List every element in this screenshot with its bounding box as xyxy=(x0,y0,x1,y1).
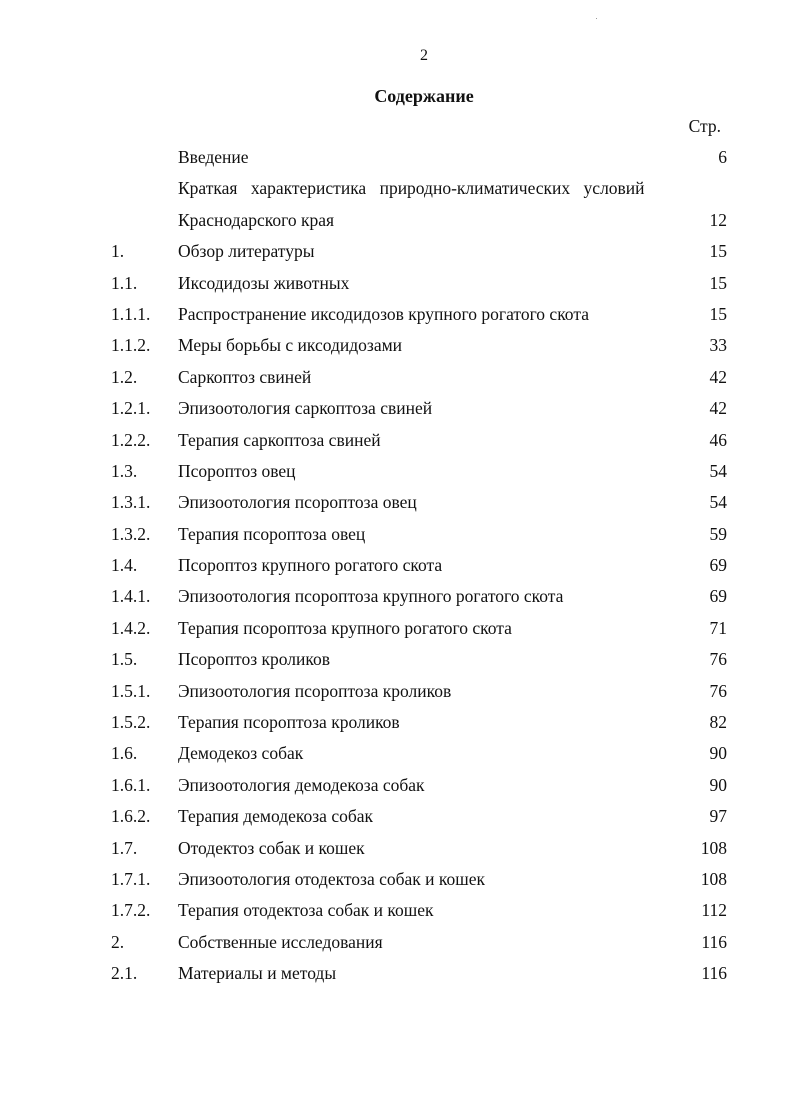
toc-entry-title: Собственные исследования xyxy=(178,931,383,952)
toc-entry xyxy=(111,833,727,864)
toc-entry-number: 1.6. xyxy=(111,743,138,764)
toc-entry xyxy=(111,864,727,895)
toc-entry-number: 1.1.1. xyxy=(111,303,151,324)
toc-entry-title: Эпизоотология демодекоза собак xyxy=(178,774,425,795)
toc-entry xyxy=(111,519,727,550)
toc-entry-page: 12 xyxy=(709,209,727,230)
toc-entry-number: 1.2.2. xyxy=(111,429,151,450)
toc-entry-title: Псороптоз овец xyxy=(178,460,296,481)
toc-entry-number: 1.2. xyxy=(111,366,138,387)
toc-entry-title: Псороптоз кроликов xyxy=(178,649,330,670)
toc-entry-page: 69 xyxy=(709,555,727,576)
toc-entry-title: Меры борьбы с иксодидозами xyxy=(178,335,403,356)
toc-entry-title: Терапия псороптоза овец xyxy=(178,523,366,544)
toc-entry-page: 76 xyxy=(709,649,727,670)
scan-speck xyxy=(596,18,597,19)
toc-entry-number: 1.5. xyxy=(111,649,138,670)
toc-entry-number: 1.7. xyxy=(111,837,138,858)
toc-entry-title: Эпизоотология псороптоза овец xyxy=(178,492,417,513)
toc-entry-page: 90 xyxy=(709,743,727,764)
toc-entry-page: 15 xyxy=(709,303,727,324)
page-title: Содержание xyxy=(374,86,474,106)
page-column-label: Стр. xyxy=(688,116,721,136)
toc-entry-page: 71 xyxy=(709,617,727,638)
toc-entry-page: 33 xyxy=(709,335,727,356)
toc-entry-title: Эпизоотология саркоптоза свиней xyxy=(178,398,433,419)
toc-entry xyxy=(111,738,727,769)
toc-entry-title: Терапия демодекоза собак xyxy=(178,806,374,827)
toc-entry-page: 46 xyxy=(709,429,727,450)
toc-entry-page: 15 xyxy=(709,241,727,262)
toc-entry-number: 1.7.2. xyxy=(111,900,151,921)
toc-entry-page: 6 xyxy=(718,147,727,167)
toc-entry xyxy=(111,362,727,393)
toc-entry-page: 112 xyxy=(701,900,727,921)
toc-entry-page: 59 xyxy=(709,523,727,544)
toc-entry-number: 1.1. xyxy=(111,272,138,293)
toc-entry-title: Демодекоз собак xyxy=(178,743,304,764)
toc-entry-title: Введение xyxy=(178,147,249,167)
toc-entry-number: 1.3. xyxy=(111,460,138,481)
toc-entry-title: Терапия псороптоза крупного рогатого скота xyxy=(178,617,512,638)
table-of-contents xyxy=(111,142,727,990)
toc-entry-page: 97 xyxy=(709,806,727,827)
toc-entry-page: 42 xyxy=(709,398,727,419)
toc-entry-title: Эпизоотология псороптоза крупного рогатого скота xyxy=(178,586,564,607)
toc-entry-page: 76 xyxy=(709,680,727,701)
toc-entry-title: Терапия псороптоза кроликов xyxy=(178,712,400,733)
toc-entry xyxy=(111,770,727,801)
toc-entry-title: Терапия отодектоза собак и кошек xyxy=(178,900,434,921)
toc-entry-number: 2.1. xyxy=(111,963,138,984)
toc-entry-title: Краснодарского края xyxy=(178,209,335,230)
toc-entry-number: 1.7.1. xyxy=(111,868,151,889)
toc-entry-title: Псороптоз крупного рогатого скота xyxy=(178,555,443,576)
toc-entry-number: 1.2.1. xyxy=(111,398,151,419)
toc-entry-page: 116 xyxy=(701,931,727,952)
toc-entry-number: 1.3.2. xyxy=(111,523,151,544)
toc-entry-page: 69 xyxy=(709,586,727,607)
toc-entry xyxy=(111,707,727,738)
toc-entry xyxy=(111,393,727,424)
toc-entry xyxy=(111,550,727,581)
toc-entry-page: 90 xyxy=(709,774,727,795)
toc-entry-page: 15 xyxy=(709,272,727,293)
toc-entry-title: Обзор литературы xyxy=(178,241,315,262)
toc-entry-title: Эпизоотология отодектоза собак и кошек xyxy=(178,868,486,889)
toc-entry-number: 1.4.1. xyxy=(111,586,151,607)
toc-entry-number: 1.6.1. xyxy=(111,774,151,795)
toc-entry-title: Отодектоз собак и кошек xyxy=(178,837,365,858)
toc-entry-page: 54 xyxy=(709,460,727,481)
toc-entry xyxy=(111,613,727,644)
toc-entry-page: 42 xyxy=(709,366,727,387)
toc-entry xyxy=(111,205,727,236)
toc-entry-number: 1.4. xyxy=(111,555,138,576)
toc-entry-number: 1.5.2. xyxy=(111,712,151,733)
toc-entry xyxy=(111,676,727,707)
toc-entry-title: Иксодидозы животных xyxy=(178,272,350,293)
page-number: 2 xyxy=(420,47,428,64)
toc-entry xyxy=(111,487,727,518)
toc-entry-page: 54 xyxy=(709,492,727,513)
toc-entry-title: Распространение иксодидозов крупного рогатого скота xyxy=(178,303,589,324)
toc-entry xyxy=(111,330,727,361)
toc-entry-title: Материалы и методы xyxy=(178,963,337,984)
toc-entry-title: Краткая характеристика природно-климатических условий xyxy=(178,178,645,199)
toc-entry-page: 82 xyxy=(709,712,727,733)
toc-entry xyxy=(111,456,727,487)
toc-entry-number: 1.6.2. xyxy=(111,806,151,827)
toc-entry-page: 108 xyxy=(700,837,727,858)
toc-entry xyxy=(111,581,727,612)
toc-entry xyxy=(111,895,727,926)
toc-entry xyxy=(111,268,727,299)
toc-entry-title: Саркоптоз свиней xyxy=(178,366,312,387)
toc-entry xyxy=(111,644,727,675)
toc-entry-number: 1.5.1. xyxy=(111,680,151,701)
toc-entry-number: 1.1.2. xyxy=(111,335,151,356)
toc-entry xyxy=(111,801,727,832)
toc-entry-page: 108 xyxy=(700,868,727,889)
toc-entry-number: 1.4.2. xyxy=(111,617,151,638)
toc-entry xyxy=(111,142,727,173)
toc-entry xyxy=(111,958,727,989)
toc-entry xyxy=(111,236,727,267)
toc-entry xyxy=(111,299,727,330)
toc-entry xyxy=(111,173,727,204)
toc-entry-number: 1.3.1. xyxy=(111,492,151,513)
toc-entry-number: 1. xyxy=(111,241,125,262)
toc-entry-number: 2. xyxy=(111,931,125,952)
toc-entry-title: Терапия саркоптоза свиней xyxy=(178,429,381,450)
toc-entry xyxy=(111,425,727,456)
toc-entry-page: 116 xyxy=(701,963,727,984)
toc-entry-title: Эпизоотология псороптоза кроликов xyxy=(178,680,452,701)
toc-entry xyxy=(111,927,727,958)
